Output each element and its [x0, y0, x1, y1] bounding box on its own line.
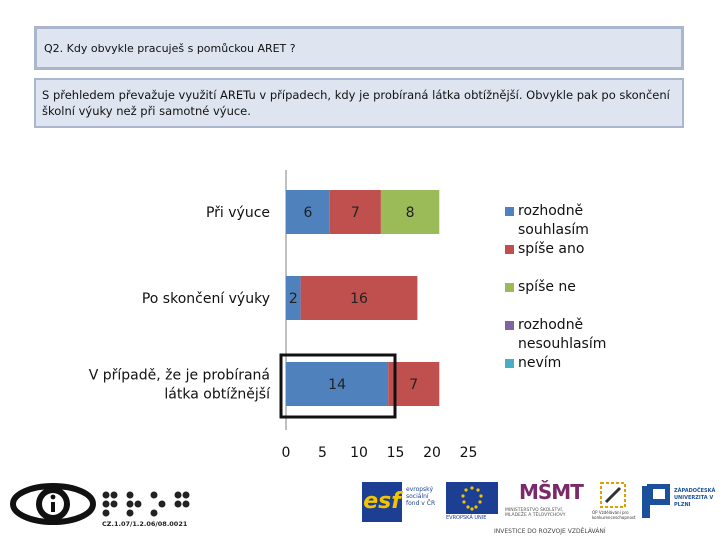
answer-text: S přehledem převažuje využití ARETu v případech, kdy je probíraná látka obtížnější. Obvykle pak po skončení školní výuky než při samotné výuce. [42, 88, 670, 118]
legend-swatch [505, 207, 514, 216]
category-label: Po skončení výuky [141, 291, 270, 307]
x-tick-label: 5 [318, 445, 327, 461]
braille-aret-icon [100, 490, 190, 520]
x-tick-label: 15 [386, 445, 405, 461]
aret-logo [8, 478, 193, 530]
eye-info-icon [8, 478, 98, 530]
op-text: OP Vzdělávání pro konkurenceschopnost [592, 510, 636, 520]
esf-text: evropský sociální fond v ČR [406, 486, 436, 507]
data-label: 16 [350, 291, 368, 307]
msmt-text: MINISTERSTVO ŠKOLSTVÍ, MLÁDEŽE A TĚLOVÝCHOVY [505, 508, 566, 518]
data-label: 14 [328, 377, 347, 393]
legend-item-spise-ne: spíše ne [505, 278, 645, 297]
slogan-text: INVESTICE DO ROZVOJE VZDĚLÁVÁNÍ [494, 528, 606, 535]
category-label: látka obtížnější [164, 386, 270, 403]
msmt-logo: MŠMT MINISTERSTVO ŠKOLSTVÍ, MLÁDEŽE A TĚLOVÝCHOVY [505, 480, 585, 524]
data-label: 2 [288, 291, 298, 307]
x-tick-label: 25 [459, 445, 478, 461]
question-text: Q2. Kdy obvykle pracuješ s pomůckou ARET ? [44, 42, 296, 55]
x-tick-label: 0 [281, 445, 291, 461]
x-tick-label: 20 [423, 445, 441, 461]
x-tick-label: 10 [350, 445, 368, 461]
eu-flag-icon [446, 482, 498, 514]
zcu-text: ZÁPADOČESKÁ UNIVERZITA V PLZNI [674, 488, 716, 508]
legend-swatch [505, 245, 514, 254]
legend-item-spise-ano: spíše ano [505, 240, 645, 259]
legend-item-rozhodne-nesouhlasim: rozhodně nesouhlasím [505, 316, 645, 354]
data-label: 7 [409, 377, 419, 393]
eu-logo [446, 482, 498, 522]
zcu-emblem-icon [640, 484, 670, 520]
legend-swatch [505, 283, 514, 292]
legend-swatch [505, 321, 514, 330]
legend-item-nevim: nevím [505, 354, 645, 373]
op-logo [592, 482, 634, 522]
project-code: CZ.1.07/1.2.06/08.0021 [102, 520, 188, 528]
data-label: 8 [405, 205, 415, 221]
data-label: 6 [303, 205, 313, 221]
legend-swatch [505, 359, 514, 368]
data-label: 7 [350, 205, 360, 221]
op-pencil-icon [600, 482, 626, 508]
eu-text: EVROPSKÁ UNIE [446, 515, 487, 521]
category-label: V případě, že je probíraná [88, 367, 270, 384]
chart-legend [505, 202, 645, 373]
zcu-logo [640, 484, 716, 520]
legend-item-rozhodne-souhlasim: rozhodně souhlasím [505, 202, 645, 240]
esf-logo: esf evropský sociální fond v ČR [362, 482, 440, 522]
category-label: Při výuce [205, 205, 270, 221]
